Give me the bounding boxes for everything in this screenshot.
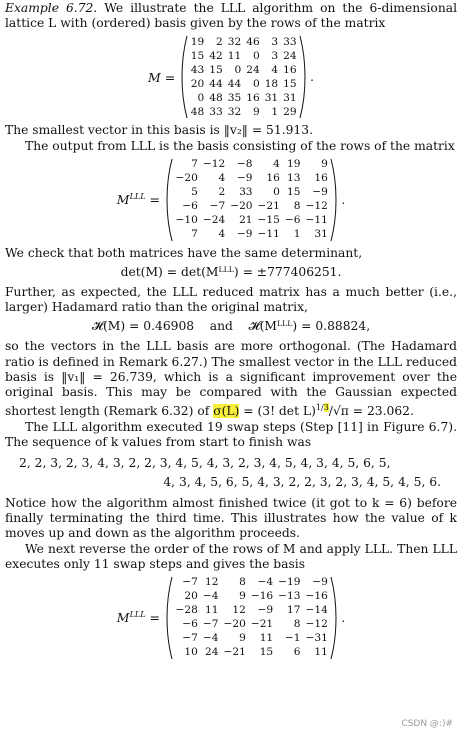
example-label: Example 6.72.: [5, 1, 98, 15]
matrix-cell: 11: [204, 604, 219, 617]
matrix-cell: 1: [271, 105, 279, 118]
matrix-cell: 32: [227, 105, 242, 118]
sigma-highlight: σ(L): [213, 404, 240, 419]
matrix-cell: 33: [209, 105, 223, 118]
matrix-cell: −21: [250, 618, 274, 631]
matrix-row: [188, 105, 299, 119]
matrix-cell: 0: [197, 91, 205, 104]
matrix-cell: 16: [314, 171, 328, 184]
matrix-cell: −4: [202, 590, 219, 603]
matrix-cell: 7: [191, 227, 198, 240]
matrix-cell: −7: [209, 199, 226, 212]
matrix-cell: −9: [312, 576, 328, 589]
matrix-row: [188, 35, 299, 49]
left-paren-icon: [166, 576, 173, 660]
matrix-cell: 0: [252, 77, 260, 90]
orth-text-2: = (3! det L): [239, 404, 316, 419]
matrix-lll2-equation: [5, 576, 457, 660]
matrix-cell: 4: [218, 227, 226, 240]
matrix-m: [181, 35, 314, 119]
matrix-cell: −12: [305, 618, 328, 631]
hadamard-and: and: [209, 319, 233, 334]
matrix-cell: 19: [190, 35, 205, 48]
matrix-cell: 9: [239, 632, 246, 645]
matrix-cell: 48: [190, 105, 205, 118]
matrix-cell: 24: [204, 646, 219, 659]
matrix-cell: 32: [227, 35, 242, 48]
period: .: [341, 610, 346, 625]
matrix-cell: 29: [283, 105, 297, 118]
matrix-cell: 15: [283, 77, 297, 90]
matrix-cell: 13: [287, 171, 301, 184]
matrix-cell: −15: [257, 213, 280, 226]
matrix-cell: −21: [223, 646, 246, 659]
matrix-cell: −11: [257, 227, 280, 240]
matrix-row: [173, 228, 330, 242]
matrix-cell: 8: [293, 199, 301, 212]
matrix-cell: 20: [184, 590, 198, 603]
matrix-lll1-label: $M^{LLL}$ =: [116, 192, 160, 208]
smallest-vector-text: The smallest vector in this basis is ‖v₂‖ = 51.913.: [5, 123, 313, 138]
matrix-cell: −31: [305, 632, 328, 645]
matrix-cell: 35: [227, 91, 242, 104]
matrix-cell: −16: [250, 590, 274, 603]
matrix-cell: 21: [239, 213, 253, 226]
matrix-cell: 0: [252, 49, 260, 62]
matrix-cell: −4: [202, 632, 219, 645]
matrix-cell: 44: [209, 77, 223, 90]
matrix-row: [188, 77, 299, 91]
matrix-row: [173, 632, 330, 646]
matrix-cell: 15: [209, 63, 223, 76]
matrix-cell: −12: [305, 199, 328, 212]
matrix-cell: −13: [278, 590, 301, 603]
matrix-cell: 11: [314, 646, 328, 659]
k-sequence: [5, 454, 457, 492]
matrix-lll2-table: [173, 576, 330, 660]
matrix-cell: −19: [278, 576, 301, 589]
matrix-row: [173, 172, 330, 186]
matrix-cell: −6: [284, 213, 301, 226]
matrix-lll2-label: $M^{LLL}$ =: [116, 610, 160, 626]
matrix-cell: 15: [190, 49, 205, 62]
matrix-cell: 1: [293, 227, 301, 240]
matrix-cell: 24: [283, 49, 297, 62]
matrix-cell: 8: [239, 576, 246, 589]
matrix-lll2: [166, 576, 345, 660]
matrix-cell: 24: [246, 63, 260, 76]
swap-paragraph: The LLL algorithm executed 19 swap steps (Step [11] in Figure 6.7). The sequence of k values from start to finish was: [5, 419, 457, 449]
matrix-cell: −9: [312, 185, 328, 198]
matrix-cell: 7: [191, 157, 198, 170]
matrix-cell: 2: [218, 185, 226, 198]
matrix-cell: −11: [305, 213, 328, 226]
matrix-row: [173, 158, 330, 172]
matrix-m-table: [188, 35, 299, 119]
matrix-cell: −9: [236, 171, 253, 184]
matrix-cell: 31: [314, 227, 328, 240]
matrix-cell: 17: [287, 604, 301, 617]
matrix-cell: 46: [246, 35, 260, 48]
output-intro-text: The output from LLL is the basis consisting of the rows of the matrix: [25, 138, 455, 153]
matrix-cell: −21: [257, 199, 280, 212]
matrix-row: [188, 91, 299, 105]
matrix-cell: −9: [236, 227, 253, 240]
matrix-cell: 43: [190, 63, 205, 76]
matrix-cell: −10: [175, 213, 198, 226]
matrix-cell: −6: [182, 618, 198, 631]
matrix-cell: −1: [284, 632, 301, 645]
right-paren-icon: [299, 35, 306, 119]
matrix-cell: −7: [182, 576, 198, 589]
matrix-cell: 18: [264, 77, 279, 90]
matrix-cell: 2: [215, 35, 223, 48]
matrix-cell: −9: [257, 604, 274, 617]
matrix-cell: −28: [175, 604, 198, 617]
matrix-cell: 19: [287, 157, 301, 170]
matrix-cell: 20: [190, 77, 205, 90]
matrix-cell: −14: [305, 604, 328, 617]
left-paren-icon: [166, 158, 173, 242]
matrix-row: [188, 63, 299, 77]
matrix-cell: 42: [209, 49, 223, 62]
matrix-cell: 12: [232, 604, 246, 617]
matrix-cell: 16: [283, 63, 297, 76]
matrix-cell: −7: [182, 632, 198, 645]
matrix-cell: −20: [223, 618, 246, 631]
matrix-cell: 0: [234, 63, 242, 76]
matrix-cell: −4: [257, 576, 274, 589]
matrix-cell: −24: [202, 213, 226, 226]
matrix-lll1-equation: [5, 158, 457, 242]
matrix-cell: 12: [204, 576, 219, 589]
matrix-cell: 15: [287, 185, 301, 198]
matrix-cell: 9: [321, 157, 328, 170]
matrix-cell: 4: [218, 171, 226, 184]
right-paren-icon: [330, 576, 337, 660]
k-sequence-line-2: 4, 3, 4, 5, 6, 5, 4, 3, 2, 2, 3, 2, 3, 4, 5, 4, 5, 6.: [163, 474, 441, 489]
matrix-cell: 5: [191, 185, 198, 198]
k-sequence-line-1: 2, 2, 3, 2, 3, 4, 3, 2, 2, 3, 4, 5, 4, 3, 2, 3, 4, 5, 4, 3, 4, 5, 6, 5,: [19, 455, 391, 470]
matrix-row: [188, 49, 299, 63]
example-intro-text: We illustrate the LLL algorithm on the 6-dimensional lattice L with (ordered) basis given by the rows of the matrix: [5, 1, 457, 31]
matrix-cell: 3: [271, 49, 279, 62]
exponent-highlight: 3: [323, 403, 329, 413]
orthogonal-paragraph: [5, 339, 457, 419]
textbook-page: [5, 0, 457, 660]
period: .: [341, 192, 346, 207]
matrix-cell: 11: [259, 632, 274, 645]
matrix-cell: 33: [239, 185, 253, 198]
orth-text-3: /√π = 23.062.: [328, 404, 414, 419]
matrix-cell: −12: [202, 157, 226, 170]
det-intro-text: We check that both matrices have the same determinant,: [5, 245, 363, 260]
matrix-lll1: [166, 158, 345, 242]
hadamard-equation: [5, 319, 457, 334]
period: .: [310, 70, 314, 85]
right-paren-icon: [330, 158, 337, 242]
matrix-cell: 9: [239, 590, 246, 603]
reverse-paragraph: We next reverse the order of the rows of M and apply LLL. Then LLL executes only 11 swap steps and gives the basis: [5, 541, 457, 571]
matrix-cell: 16: [266, 171, 280, 184]
matrix-cell: 31: [283, 91, 297, 104]
matrix-m-equation: [5, 35, 457, 119]
matrix-cell: −7: [202, 618, 219, 631]
matrix-cell: 31: [264, 91, 279, 104]
left-paren-icon: [181, 35, 188, 119]
matrix-cell: 3: [271, 35, 279, 48]
matrix-cell: 15: [259, 646, 274, 659]
det-equation: det(M) = det(Mᴸᴸᴸ) = ±777406251.: [120, 265, 342, 280]
matrix-row: [173, 646, 330, 660]
orth-exp-a: 1/: [315, 403, 324, 413]
matrix-cell: 33: [283, 35, 297, 48]
example-intro: [5, 1, 457, 31]
matrix-cell: 10: [184, 646, 198, 659]
matrix-cell: −20: [230, 199, 253, 212]
matrix-cell: 6: [293, 646, 301, 659]
matrix-row: [173, 590, 330, 604]
matrix-cell: 11: [227, 49, 242, 62]
matrix-row: [173, 618, 330, 632]
watermark: CSDN @:)#: [401, 719, 453, 729]
notice-paragraph: Notice how the algorithm almost finished twice (it got to k = 6) before finally terminating the third time. This illustrates how the value of k moves up and down as the algorithm proceeds.: [5, 495, 457, 541]
hadamard-right: 𝓗(Mᴸᴸᴸ) = 0.88824,: [248, 319, 371, 334]
matrix-row: [173, 200, 330, 214]
orth-text-1: so the vectors in the LLL basis are more orthogonal. (The Hadamard ratio is defined in Remark 6.27.) The smallest vector in the LLL reduced basis is ‖v₁‖ = 26.739, which is a significant improvement over the original basis. This may be compared with the Gaussian expected shortest length (Remark 6.32) of: [5, 339, 457, 419]
matrix-cell: 16: [246, 91, 260, 104]
matrix-row: [173, 576, 330, 590]
hadamard-intro-text: Further, as expected, the LLL reduced matrix has a much better (i.e., larger) Hadamard ratio than the original matrix,: [5, 285, 457, 315]
matrix-cell: 8: [293, 618, 301, 631]
matrix-row: [173, 186, 330, 200]
matrix-cell: −20: [175, 171, 198, 184]
matrix-cell: 44: [227, 77, 242, 90]
matrix-cell: −8: [236, 157, 253, 170]
matrix-cell: −16: [305, 590, 328, 603]
matrix-cell: 4: [271, 63, 279, 76]
matrix-row: [173, 604, 330, 618]
matrix-m-label: M =: [148, 69, 176, 85]
matrix-cell: 4: [273, 157, 280, 170]
matrix-cell: 0: [273, 185, 280, 198]
matrix-cell: 48: [209, 91, 223, 104]
matrix-lll1-table: [173, 158, 330, 242]
hadamard-left: 𝓗(M) = 0.46908: [91, 319, 195, 334]
matrix-row: [173, 214, 330, 228]
matrix-cell: −6: [182, 199, 198, 212]
matrix-cell: 9: [252, 105, 260, 118]
